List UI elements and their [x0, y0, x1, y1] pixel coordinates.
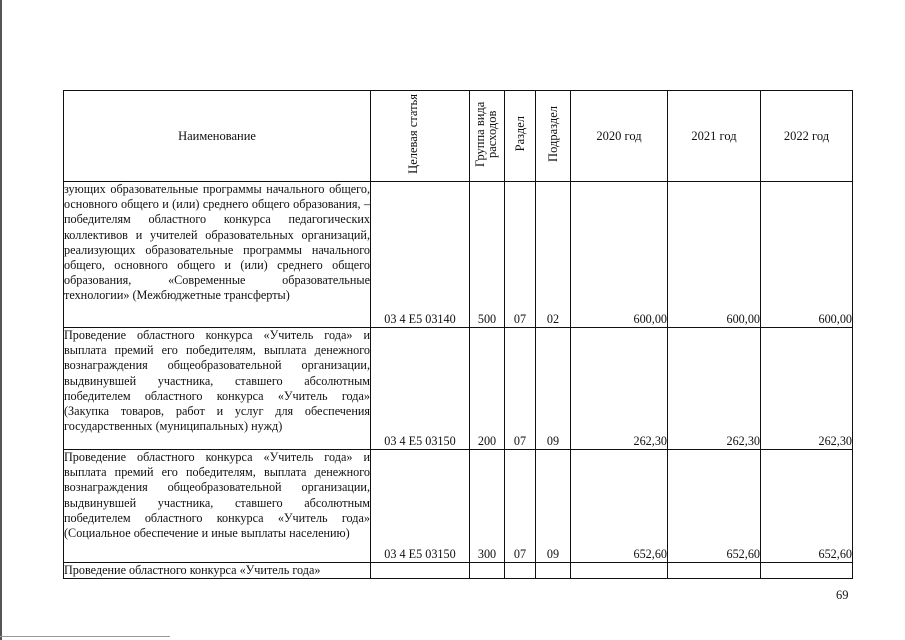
col-header-subsection: Подраздел — [536, 91, 571, 182]
col-header-expense-group: Группа вида расходов — [470, 91, 505, 182]
row-amount-2022: 600,00 — [761, 182, 853, 328]
row-name: Проведение областного конкурса «Учитель года» — [64, 563, 371, 579]
row-subsection: 09 — [536, 450, 571, 563]
table-row — [64, 182, 853, 328]
row-expense-group: 200 — [470, 328, 505, 450]
row-target-article: 03 4 E5 03140 — [371, 182, 470, 328]
table-row — [64, 450, 853, 563]
row-expense-group: 300 — [470, 450, 505, 563]
scan-bottom-line — [0, 636, 170, 637]
row-section: 07 — [505, 328, 536, 450]
col-header-2022: 2022 год — [761, 91, 853, 182]
row-amount-2020: 262,30 — [571, 328, 668, 450]
header-row — [64, 91, 853, 182]
row-amount-2022: 652,60 — [761, 450, 853, 563]
page-number: 69 — [836, 588, 849, 602]
row-subsection: 09 — [536, 328, 571, 450]
row-subsection: 02 — [536, 182, 571, 328]
row-amount-2021: 262,30 — [668, 328, 761, 450]
table-row — [64, 563, 853, 579]
row-name: зующих образовательные программы начального общего, основного общего и (или) среднего общего образования, – победителям областного конкурса педагогических коллективов и учителей образовательных организаций, реализующих образовательные программы начального общего, основного общего и (или) среднего общего образования, «Современные образовательные технологии» (Межбюджетные трансферты) — [64, 182, 371, 328]
row-amount-2022: 262,30 — [761, 328, 853, 450]
row-name: Проведение областного конкурса «Учитель года» и выплата премий его победителям, выплата денежного вознаграждения общеобразовательной организации, выдвинувшей участника, ставшего абсолютным победителем областного конкурса «Учитель года» (Социальное обеспечение и иные выплаты населению) — [64, 450, 371, 563]
row-target-article: 03 4 E5 03150 — [371, 328, 470, 450]
row-name: Проведение областного конкурса «Учитель года» и выплата премий его победителям, выплата денежного вознаграждения общеобразовательной организации, выдвинувшей участника, ставшего абсолютным победителем областного конкурса «Учитель года» (Закупка товаров, работ и услуг для обеспечения государственных (муниципальных) нужд) — [64, 328, 371, 450]
col-header-2020: 2020 год — [571, 91, 668, 182]
row-amount-2021: 600,00 — [668, 182, 761, 328]
budget-table — [63, 90, 853, 579]
row-target-article: 03 4 E5 03150 — [371, 450, 470, 563]
col-header-2021: 2021 год — [668, 91, 761, 182]
row-amount-2020: 600,00 — [571, 182, 668, 328]
scan-edge — [0, 0, 2, 640]
row-amount-2020: 652,60 — [571, 450, 668, 563]
col-header-name: Наименование — [64, 91, 371, 182]
row-section: 07 — [505, 450, 536, 563]
col-header-target-article: Целевая статья — [371, 91, 470, 182]
row-section: 07 — [505, 182, 536, 328]
col-header-section: Раздел — [505, 91, 536, 182]
row-amount-2021: 652,60 — [668, 450, 761, 563]
row-expense-group: 500 — [470, 182, 505, 328]
table-row — [64, 328, 853, 450]
